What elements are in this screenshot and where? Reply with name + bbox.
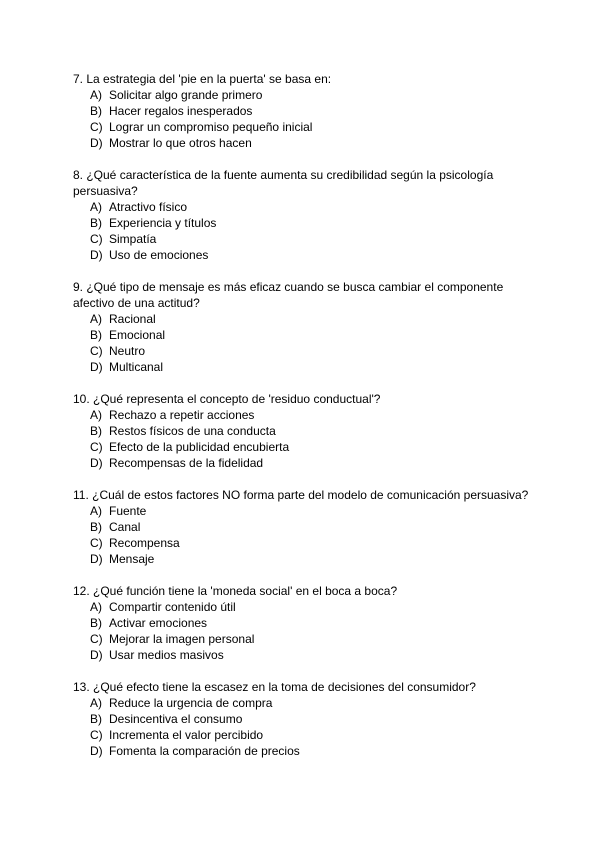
option-b — [90, 215, 533, 231]
option-letter: A) — [90, 88, 102, 102]
option-letter: A) — [90, 600, 102, 614]
option-c — [90, 119, 533, 135]
question-13 — [73, 679, 533, 759]
option-text: Usar medios masivos — [109, 648, 224, 662]
option-text: Activar emociones — [109, 616, 208, 630]
option-d — [90, 551, 533, 567]
question-12 — [73, 583, 533, 663]
option-letter: D) — [90, 248, 103, 262]
question-text: 12. ¿Qué función tiene la 'moneda social' en el boca a boca? — [73, 584, 398, 598]
option-text: Neutro — [109, 344, 146, 358]
option-text: Mostrar lo que otros hacen — [109, 136, 252, 150]
question-9 — [73, 279, 533, 375]
option-letter: B) — [90, 616, 102, 630]
option-letter: D) — [90, 360, 103, 374]
option-list — [73, 87, 533, 151]
option-text: Efecto de la publicidad encubierta — [109, 440, 290, 454]
option-letter: C) — [90, 632, 103, 646]
option-d — [90, 135, 533, 151]
option-c — [90, 439, 533, 455]
option-text: Racional — [109, 312, 156, 326]
option-d — [90, 455, 533, 471]
option-letter: C) — [90, 344, 103, 358]
option-letter: D) — [90, 648, 103, 662]
option-letter: C) — [90, 232, 103, 246]
option-text: Simpatía — [109, 232, 157, 246]
option-a — [90, 311, 533, 327]
option-a — [90, 199, 533, 215]
option-list — [73, 695, 533, 759]
option-letter: A) — [90, 504, 102, 518]
question-text: 7. La estrategia del 'pie en la puerta' se basa en: — [73, 72, 332, 86]
option-b — [90, 103, 533, 119]
option-text: Compartir contenido útil — [109, 600, 236, 614]
option-letter: B) — [90, 328, 102, 342]
option-text: Mensaje — [109, 552, 155, 566]
option-d — [90, 647, 533, 663]
option-text: Atractivo físico — [109, 200, 188, 214]
question-10 — [73, 391, 533, 471]
option-c — [90, 231, 533, 247]
option-letter: C) — [90, 120, 103, 134]
option-text: Incrementa el valor percibido — [109, 728, 264, 742]
option-text: Solicitar algo grande primero — [109, 88, 263, 102]
question-11 — [73, 487, 533, 567]
option-letter: D) — [90, 552, 103, 566]
option-d — [90, 359, 533, 375]
option-b — [90, 423, 533, 439]
option-letter: B) — [90, 520, 102, 534]
option-letter: D) — [90, 744, 103, 758]
option-letter: A) — [90, 312, 102, 326]
option-b — [90, 615, 533, 631]
option-c — [90, 727, 533, 743]
option-text: Emocional — [109, 328, 166, 342]
option-list — [73, 503, 533, 567]
question-text: 8. ¿Qué característica de la fuente aumenta su credibilidad según la psicología persuasiva? — [73, 168, 494, 198]
option-text: Multicanal — [109, 360, 164, 374]
question-text: 9. ¿Qué tipo de mensaje es más eficaz cuando se busca cambiar el componente afectivo de una actitud? — [73, 280, 504, 310]
option-letter: C) — [90, 536, 103, 550]
option-list — [73, 311, 533, 375]
option-letter: B) — [90, 712, 102, 726]
question-8 — [73, 167, 533, 263]
option-text: Recompensas de la fidelidad — [109, 456, 264, 470]
option-letter: D) — [90, 136, 103, 150]
question-text: 11. ¿Cuál de estos factores NO forma parte del modelo de comunicación persuasiva? — [73, 488, 529, 502]
option-c — [90, 535, 533, 551]
option-text: Canal — [109, 520, 141, 534]
option-d — [90, 743, 533, 759]
option-text: Reduce la urgencia de compra — [109, 696, 273, 710]
option-letter: B) — [90, 216, 102, 230]
question-text: 13. ¿Qué efecto tiene la escasez en la toma de decisiones del consumidor? — [73, 680, 476, 694]
option-letter: B) — [90, 104, 102, 118]
option-b — [90, 327, 533, 343]
option-text: Experiencia y títulos — [109, 216, 217, 230]
question-7 — [73, 71, 533, 151]
option-list — [73, 599, 533, 663]
option-a — [90, 503, 533, 519]
option-text: Hacer regalos inesperados — [109, 104, 253, 118]
option-d — [90, 247, 533, 263]
option-list — [73, 407, 533, 471]
option-a — [90, 407, 533, 423]
option-b — [90, 519, 533, 535]
option-text: Restos físicos de una conducta — [109, 424, 276, 438]
question-text: 10. ¿Qué representa el concepto de 'residuo conductual'? — [73, 392, 381, 406]
option-text: Mejorar la imagen personal — [109, 632, 255, 646]
option-text: Rechazo a repetir acciones — [109, 408, 255, 422]
question-list — [73, 71, 533, 775]
option-text: Uso de emociones — [109, 248, 209, 262]
option-c — [90, 631, 533, 647]
option-text: Lograr un compromiso pequeño inicial — [109, 120, 313, 134]
option-a — [90, 599, 533, 615]
option-a — [90, 87, 533, 103]
option-letter: D) — [90, 456, 103, 470]
option-letter: A) — [90, 696, 102, 710]
option-letter: A) — [90, 408, 102, 422]
option-b — [90, 711, 533, 727]
option-text: Desincentiva el consumo — [109, 712, 243, 726]
option-text: Recompensa — [109, 536, 180, 550]
option-letter: C) — [90, 728, 103, 742]
option-letter: A) — [90, 200, 102, 214]
option-text: Fuente — [109, 504, 147, 518]
option-list — [73, 199, 533, 263]
option-c — [90, 343, 533, 359]
option-a — [90, 695, 533, 711]
option-letter: C) — [90, 440, 103, 454]
option-letter: B) — [90, 424, 102, 438]
option-text: Fomenta la comparación de precios — [109, 744, 300, 758]
